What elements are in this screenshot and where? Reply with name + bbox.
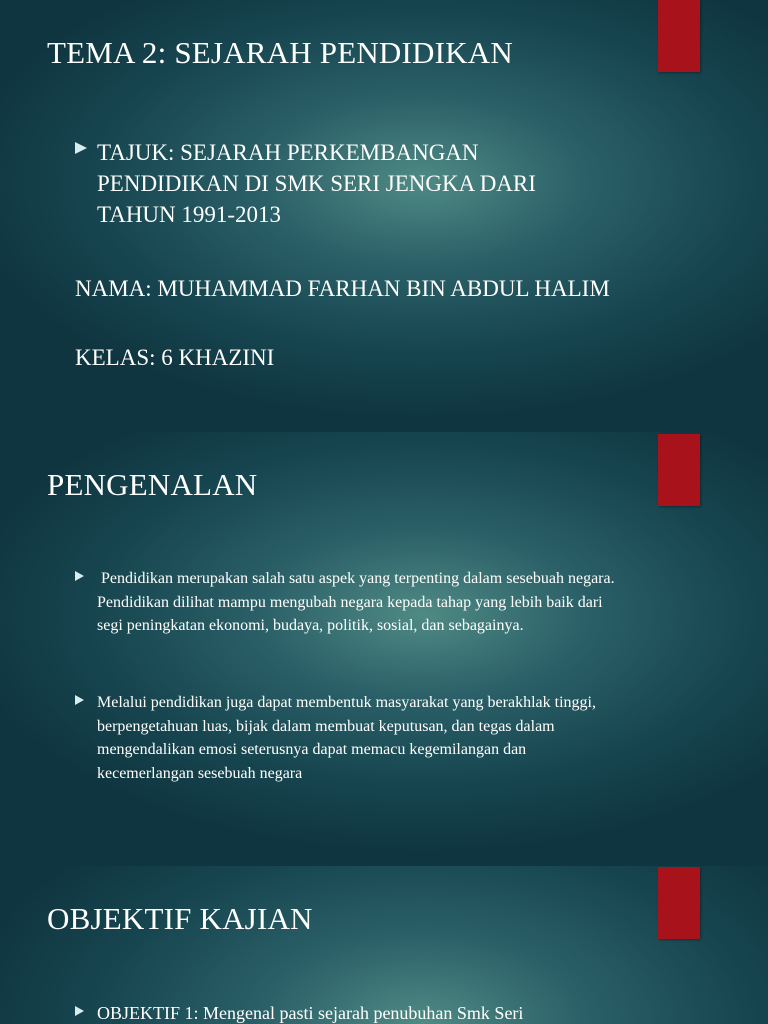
list-item	[75, 1001, 697, 1024]
intro-paragraph-1: Pendidikan merupakan salah satu aspek yang terpenting dalam sesebuah negara. Pendidikan dilihat mampu mengubah negara kepada tahap yang lebih baik dari segi peningkatan ekonomi, budaya, politik, sosial, dan sebagainya.	[97, 570, 619, 634]
bullet-triangle-icon	[75, 695, 84, 705]
slide-title: TEMA 2: SEJARAH PENDIDIKAN	[47, 35, 513, 70]
student-class: KELAS: 6 KHAZINI	[75, 345, 275, 370]
bullet-triangle-icon	[75, 571, 84, 581]
bullet-triangle-icon	[75, 1006, 84, 1016]
list-item	[75, 691, 625, 785]
bullet-triangle-icon	[75, 142, 87, 154]
accent-bar	[658, 867, 700, 939]
accent-bar	[658, 434, 700, 506]
objective-1: OBJEKTIF 1: Mengenal pasti sejarah penubuhan Smk Seri	[97, 1003, 524, 1023]
intro-paragraph-2: Melalui pendidikan juga dapat membentuk masyarakat yang berakhlak tinggi, berpengetahuan luas, bijak dalam membuat keputusan, dan tegas dalam mengendalikan emosi seterusnya dapat memacu kegemilangan dan kecemerlangan sesebuah negara	[97, 694, 596, 782]
slide-2	[0, 432, 768, 866]
slide-3	[0, 866, 768, 1024]
slide-1	[0, 0, 768, 432]
accent-bar	[658, 0, 700, 72]
slide-title: OBJEKTIF KAJIAN	[47, 901, 313, 936]
topic-text: TAJUK: SEJARAH PERKEMBANGAN PENDIDIKAN DI SMK SERI JENGKA DARI TAHUN 1991-2013	[97, 140, 536, 227]
list-item	[75, 567, 627, 638]
slide-title: PENGENALAN	[47, 467, 258, 502]
student-name: NAMA: MUHAMMAD FARHAN BIN ABDUL HALIM	[75, 276, 610, 301]
list-item	[75, 137, 617, 230]
